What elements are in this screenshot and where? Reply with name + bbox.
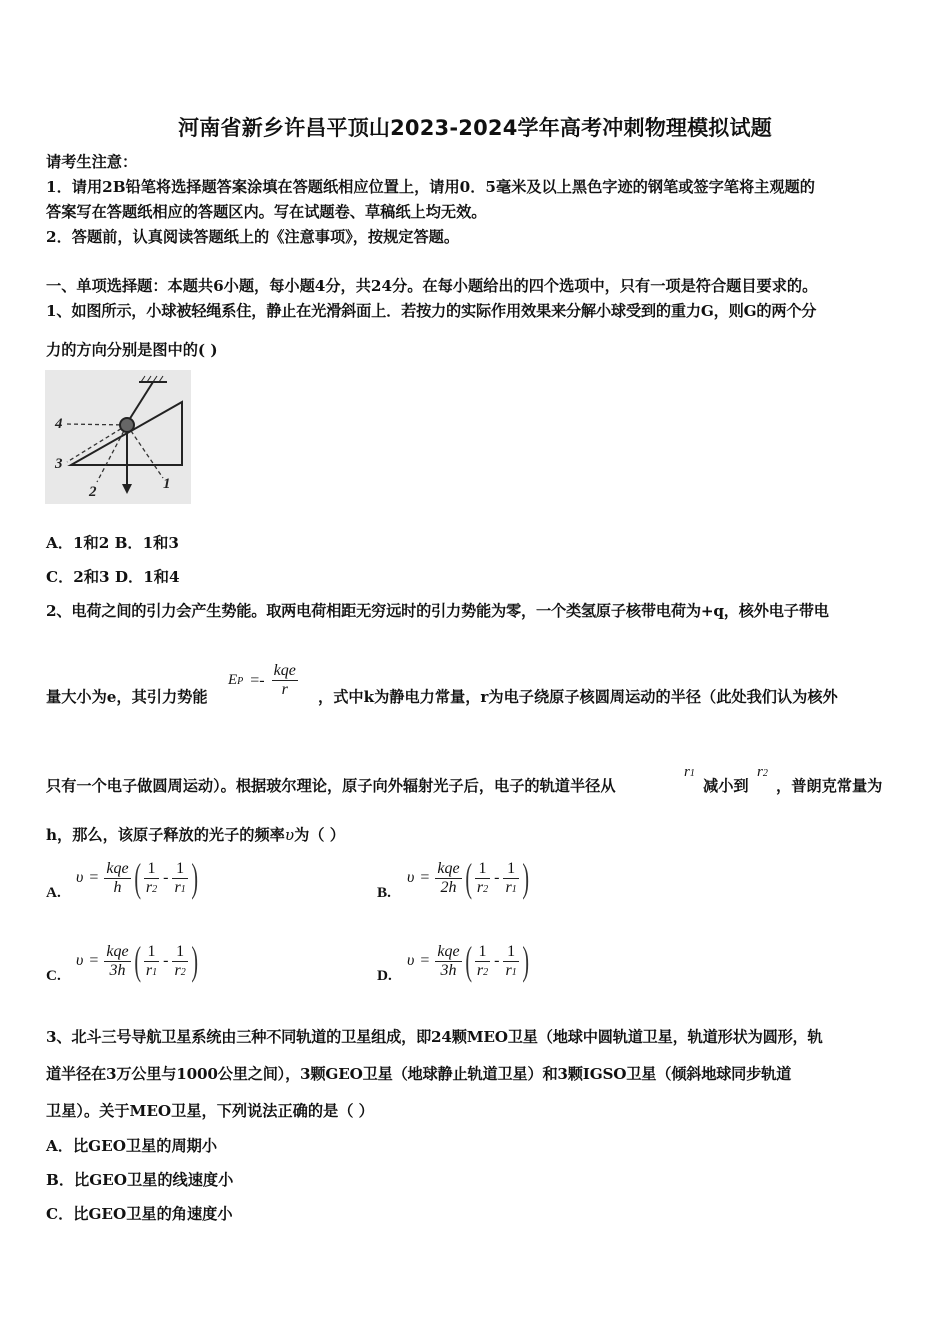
r2-symbol xyxy=(757,764,768,781)
opt-c-f1-num: 1 xyxy=(144,943,159,962)
q2-option-a-label: A. xyxy=(46,884,61,901)
opt-b-nu: υ xyxy=(407,869,415,886)
q3-stem-line-1: 3、北斗三号导航卫星系统由三种不同轨道的卫星组成，即24颗MEO卫星（地球中圆轨道卫星，轨道形状为圆形，轨 xyxy=(46,1028,823,1046)
fig-label-2: 2 xyxy=(89,484,97,500)
opt-a-main-fraction xyxy=(104,860,130,897)
opt-d-num: kqe xyxy=(437,942,460,960)
opt-c-f1-den: r xyxy=(145,961,153,979)
opt-d-f1-num: 1 xyxy=(475,943,490,962)
opt-a-frac-1 xyxy=(144,860,159,897)
opt-b-f2-num: 1 xyxy=(503,860,518,879)
opt-a-frac-2 xyxy=(172,860,187,897)
q1-options-ab: A．1和2 B．1和3 xyxy=(46,534,179,552)
opt-a-f1-num: 1 xyxy=(144,860,159,879)
opt-a-den: h xyxy=(113,878,122,896)
section-heading: 一、单项选择题：本题共6小题，每小题4分，共24分。在每小题给出的四个选项中，只有一项是符合题目要求的。 xyxy=(46,277,818,295)
q3-option-c: C．比GEO卫星的角速度小 xyxy=(46,1205,233,1223)
opt-d-f2-num: 1 xyxy=(503,943,518,962)
r2-letter: r xyxy=(757,764,763,780)
ep-equals: =- xyxy=(250,671,265,689)
q2-option-a-formula: υ = $\frac{\text{kqe}}{h}$ ( $\frac{1}{r2}$ - $\frac{1}{r1}$ ) xyxy=(76,855,198,900)
incline-diagram xyxy=(45,370,191,504)
q2-stem-line-1: 2、电荷之间的引力会产生势能。取两电荷相距无穷远时的引力势能为零，一个类氢原子核带电荷为+q，核外电子带电 xyxy=(46,602,829,620)
opt-a-f2-sub: 1 xyxy=(180,883,186,895)
potential-energy-formula xyxy=(228,662,298,699)
opt-b-den: 2h xyxy=(440,878,457,896)
opt-c-frac-1 xyxy=(144,943,159,980)
opt-a-f1-den: r xyxy=(145,878,153,896)
opt-c-num: kqe xyxy=(106,942,129,960)
q3-stem-line-2: 道半径在3万公里与1000公里之间），3颗GEO卫星（地球静止轨道卫星）和3颗IGSO卫星（倾斜地球同步轨道 xyxy=(46,1065,792,1083)
page-title: 河南省新乡许昌平顶山2023-2024学年高考冲刺物理模拟试题 xyxy=(178,116,772,140)
q2-stem-line-2a: 量大小为e，其引力势能 xyxy=(46,688,208,706)
ep-numerator: kqe xyxy=(273,662,296,679)
q2-option-c-formula: υ = $\frac{\text{kqe}}{3h}$ ( $\frac{1}{r1}$ - $\frac{1}{r2}$ ) xyxy=(76,938,198,983)
q1-figure xyxy=(45,370,191,504)
ep-symbol: E xyxy=(228,672,238,688)
q3-option-b: B．比GEO卫星的线速度小 xyxy=(46,1171,234,1189)
notice-line-1: 1．请用2B铅笔将选择题答案涂填在答题纸相应位置上，请用0．5毫米及以上黑色字迹的钢笔或签字笔将主观题的 xyxy=(46,178,815,196)
fig-label-1: 1 xyxy=(163,476,171,492)
q2-option-d-label: D. xyxy=(377,967,392,984)
opt-d-eq: = xyxy=(420,952,430,969)
notice-heading: 请考生注意： xyxy=(46,153,138,171)
opt-b-frac-1 xyxy=(475,860,490,897)
opt-a-f1-sub: 2 xyxy=(152,883,158,895)
opt-c-nu: υ xyxy=(76,952,84,969)
opt-c-eq: = xyxy=(89,952,99,969)
opt-d-den: 3h xyxy=(440,961,457,979)
opt-b-minus: - xyxy=(494,869,500,886)
r1-letter: r xyxy=(684,764,690,780)
r2-subscript: 2 xyxy=(762,768,768,779)
fig-label-4: 4 xyxy=(55,416,63,432)
q1-options-cd: C．2和3 D．1和4 xyxy=(46,568,180,586)
opt-c-minus: - xyxy=(163,952,169,969)
opt-b-f1-den: r xyxy=(476,878,484,896)
q3-option-a: A．比GEO卫星的周期小 xyxy=(46,1137,218,1155)
opt-a-f2-num: 1 xyxy=(172,860,187,879)
opt-d-f2-sub: 1 xyxy=(511,966,517,978)
notice-line-3: 2．答题前，认真阅读答题纸上的《注意事项》，按规定答题。 xyxy=(46,228,460,246)
notice-line-2: 答案写在答题纸相应的答题区内。写在试题卷、草稿纸上均无效。 xyxy=(46,203,487,221)
opt-d-f1-den: r xyxy=(476,961,484,979)
q2-option-d-formula: υ = $\frac{\text{kqe}}{3h}$ ( $\frac{1}{r2}$ - $\frac{1}{r1}$ ) xyxy=(407,938,529,983)
q2-stem-line-3c: ，普朗克常量为 xyxy=(776,777,883,795)
opt-c-f1-sub: 1 xyxy=(152,966,158,978)
opt-c-frac-2 xyxy=(172,943,187,980)
opt-a-minus: - xyxy=(163,869,169,886)
opt-d-f2-den: r xyxy=(505,961,512,979)
opt-b-main-fraction xyxy=(435,860,461,897)
q2-option-b-formula: υ = $\frac{\text{kqe}}{2h}$ ( $\frac{1}{r2}$ - $\frac{1}{r1}$ ) xyxy=(407,855,529,900)
opt-c-f2-sub: 2 xyxy=(180,966,186,978)
q2-stem-line-4-end: 为（ ） xyxy=(294,826,345,844)
opt-a-eq: = xyxy=(89,869,99,886)
q1-stem-line-1: 1、如图所示，小球被轻绳系住，静止在光滑斜面上．若按力的实际作用效果来分解小球受到的重力G，则G的两个分 xyxy=(46,302,817,320)
q2-stem-line-4 xyxy=(46,825,345,845)
opt-d-frac-2 xyxy=(503,943,518,980)
opt-b-frac-2 xyxy=(503,860,518,897)
fig-label-3: 3 xyxy=(55,456,63,472)
opt-c-f2-den: r xyxy=(174,961,181,979)
q2-stem-line-2b: ，式中k为静电力常量，r为电子绕原子核圆周运动的半径（此处我们认为核外 xyxy=(318,688,838,706)
opt-b-f1-sub: 2 xyxy=(483,883,489,895)
ep-subscript: P xyxy=(237,676,244,687)
opt-d-nu: υ xyxy=(407,952,415,969)
opt-c-den: 3h xyxy=(109,961,126,979)
r1-symbol xyxy=(684,764,695,781)
q1-stem-line-2: 力的方向分别是图中的( ) xyxy=(46,341,218,359)
opt-d-f1-sub: 2 xyxy=(483,966,489,978)
opt-b-f2-sub: 1 xyxy=(511,883,517,895)
opt-d-frac-1 xyxy=(475,943,490,980)
ep-denominator: r xyxy=(281,681,288,698)
q2-option-b-label: B. xyxy=(377,884,391,901)
q2-stem-line-4-text: h，那么，该原子释放的光子的频率 xyxy=(46,826,285,844)
opt-b-eq: = xyxy=(420,869,430,886)
opt-c-main-fraction xyxy=(104,943,130,980)
q2-option-c-label: C. xyxy=(46,967,61,984)
opt-d-main-fraction xyxy=(435,943,461,980)
opt-a-nu: υ xyxy=(76,869,84,886)
opt-b-f2-den: r xyxy=(505,878,512,896)
opt-d-minus: - xyxy=(494,952,500,969)
q2-stem-line-3a: 只有一个电子做圆周运动）。根据玻尔理论，原子向外辐射光子后，电子的轨道半径从 xyxy=(46,777,616,795)
q3-stem-line-3: 卫星）。关于MEO卫星，下列说法正确的是（ ） xyxy=(46,1102,374,1120)
ep-fraction xyxy=(272,662,298,699)
opt-c-f2-num: 1 xyxy=(172,943,187,962)
nu-symbol: υ xyxy=(284,826,295,844)
opt-b-f1-num: 1 xyxy=(475,860,490,879)
q2-stem-line-3b: 减小到 xyxy=(703,777,749,795)
r1-subscript: 1 xyxy=(689,768,695,779)
opt-b-num: kqe xyxy=(437,859,460,877)
opt-a-num: kqe xyxy=(106,859,129,877)
opt-a-f2-den: r xyxy=(174,878,181,896)
